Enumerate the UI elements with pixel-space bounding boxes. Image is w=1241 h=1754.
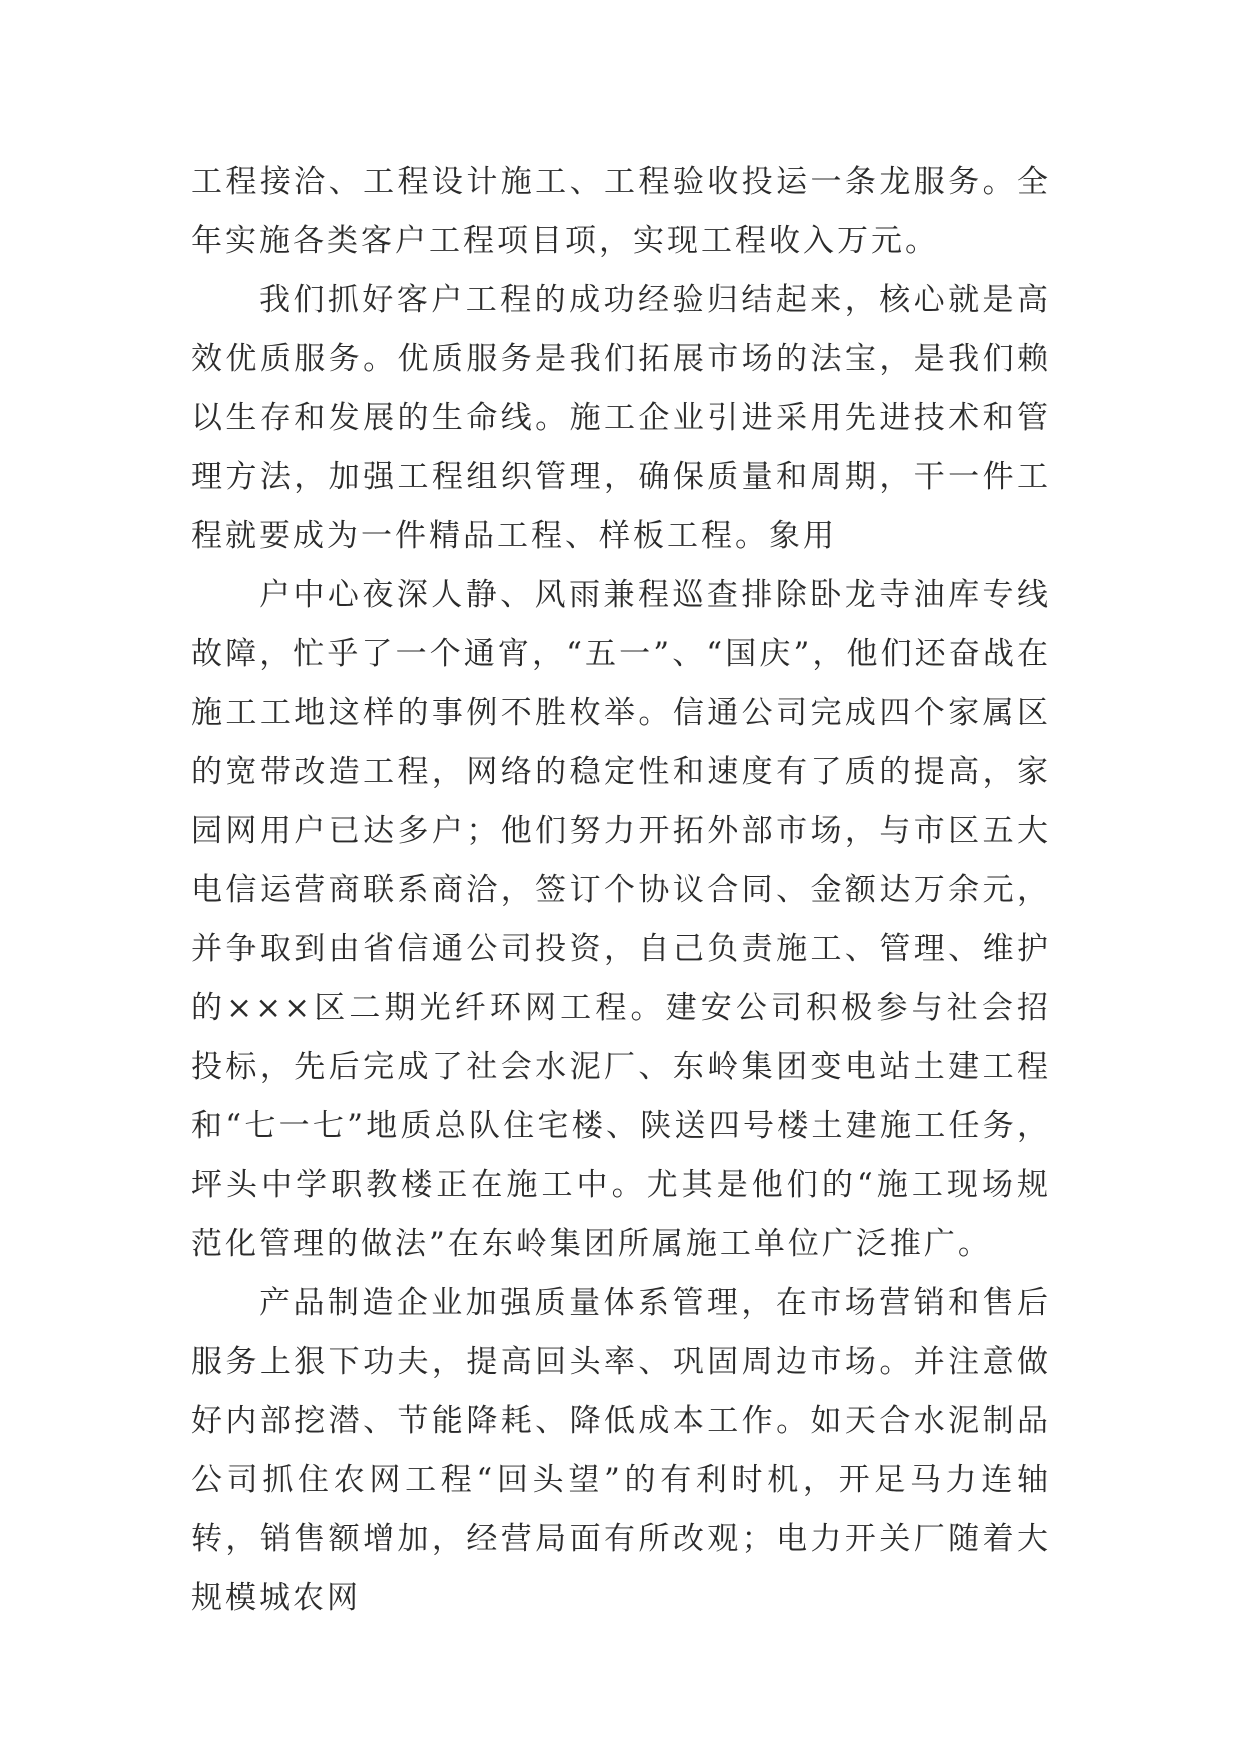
paragraph-3: 户中心夜深人静、风雨兼程巡查排除卧龙寺油库专线故障，忙乎了一个通宵，“五一”、“国庆”，他们还奋战在施工工地这样的事例不胜枚举。信通公司完成四个家属区的宽带改造工程，网络的稳定性和速度有了质的提高，家园网用户已达多户；他们努力开拓外部市场，与市区五大电信运营商联系商洽，签订个协议合同、金额达万余元，并争取到由省信通公司投资，自己负责施工、管理、维护的×××区二期光纤环网工程。建安公司积极参与社会招投标，先后完成了社会水泥厂、东岭集团变电站土建工程和“七一七”地质总队住宅楼、陕送四号楼土建施工任务，坪头中学职教楼正在施工中。尤其是他们的“施工现场规范化管理的做法”在东岭集团所属施工单位广泛推广。	[191, 577, 1051, 1262]
document-body	[191, 153, 1051, 1628]
paragraph-4: 产品制造企业加强质量体系管理，在市场营销和售后服务上狠下功夫，提高回头率、巩固周边市场。并注意做好内部挖潜、节能降耗、降低成本工作。如天合水泥制品公司抓住农网工程“回头望”的有利时机，开足马力连轴转，销售额增加，经营局面有所改观；电力开关厂随着大规模城农网	[191, 1285, 1051, 1616]
paragraph-2: 我们抓好客户工程的成功经验归结起来，核心就是高效优质服务。优质服务是我们拓展市场的法宝，是我们赖以生存和发展的生命线。施工企业引进采用先进技术和管理方法，加强工程组织管理，确保质量和周期，干一件工程就要成为一件精品工程、样板工程。象用	[191, 282, 1051, 554]
paragraph-1: 工程接洽、工程设计施工、工程验收投运一条龙服务。全年实施各类客户工程项目项，实现工程收入万元。	[191, 164, 1051, 259]
